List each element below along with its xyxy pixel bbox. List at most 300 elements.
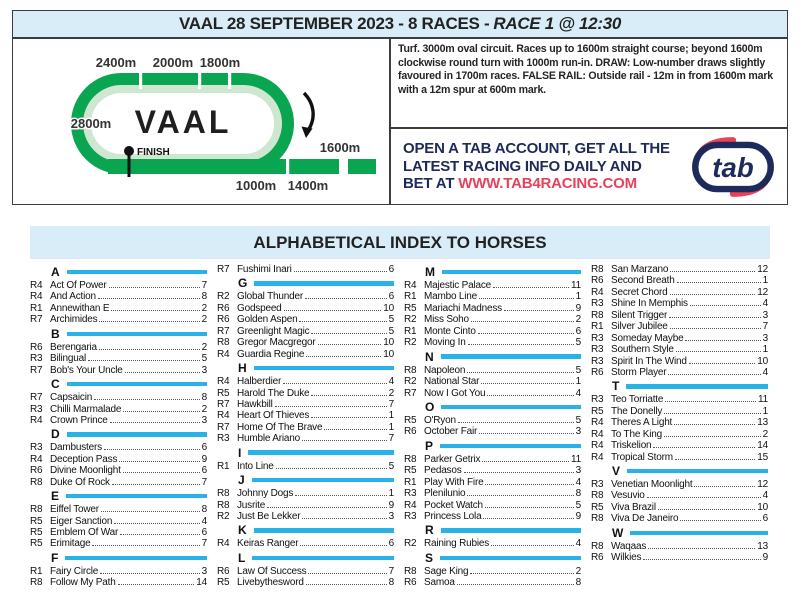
dot-leader <box>470 573 573 574</box>
horse-name: Teo Torriatte <box>611 394 664 406</box>
dot-leader <box>275 406 387 407</box>
race-number: R8 <box>217 499 230 511</box>
dot-leader <box>306 356 381 357</box>
dot-leader <box>493 287 569 288</box>
index-entry <box>591 264 768 275</box>
section-bar <box>66 494 207 499</box>
horse-name: Guardia Regine <box>237 348 305 360</box>
section-bar <box>630 531 768 536</box>
index-entry <box>217 566 394 577</box>
horse-name: Crown Prince <box>50 414 108 426</box>
horse-name: Now I Got You <box>424 387 486 399</box>
tab-ad-panel <box>390 128 788 205</box>
page-number: 6 <box>388 291 394 303</box>
index-entry <box>591 502 768 513</box>
index-entry <box>217 577 394 588</box>
dot-leader <box>112 484 200 485</box>
dot-leader <box>487 395 573 396</box>
dot-leader <box>276 468 387 469</box>
section-letter: V <box>612 464 621 478</box>
page-number: 3 <box>388 511 394 522</box>
dot-leader <box>670 271 755 272</box>
index-entry <box>30 454 207 465</box>
index-entry <box>591 367 768 378</box>
page-number: 6 <box>575 325 581 337</box>
page-number: 6 <box>201 527 207 538</box>
index-entry <box>217 399 394 410</box>
index-entry <box>217 488 394 499</box>
page-number: 6 <box>762 513 768 525</box>
horse-name: Eiger Sanction <box>50 515 113 527</box>
horse-name: Bilingual <box>50 353 87 365</box>
page-number: 1 <box>575 291 581 303</box>
dot-leader <box>300 545 386 546</box>
horse-name: Plenilunio <box>424 488 466 500</box>
index-entry <box>217 349 394 360</box>
page-number: 4 <box>388 376 394 388</box>
race-number: R8 <box>217 337 230 349</box>
dot-leader <box>491 545 574 546</box>
race-number: R8 <box>30 476 43 488</box>
dot-leader <box>267 507 387 508</box>
race-number: R7 <box>30 392 43 404</box>
race-number: R7 <box>217 421 230 433</box>
marker-2400m: 2400m <box>95 55 137 70</box>
dot-leader <box>119 461 199 462</box>
horse-name: Storm Player <box>611 366 667 378</box>
horse-name: Deception Pass <box>50 453 118 465</box>
tab-logo-text: tab <box>712 151 754 183</box>
index-entry <box>591 394 768 405</box>
page-number: 5 <box>575 414 581 426</box>
index-section-header <box>217 550 394 565</box>
marker-2800m: 2800m <box>70 116 112 131</box>
dot-leader <box>647 497 761 498</box>
dot-leader <box>100 573 199 574</box>
page-number: 2 <box>762 428 768 440</box>
track-name: VAAL <box>134 104 232 140</box>
dot-leader <box>311 333 386 334</box>
race-number: R6 <box>404 577 417 589</box>
horse-name: Pocket Watch <box>424 499 483 511</box>
index-entry <box>404 500 581 511</box>
horse-name: Venetian Moonlight <box>611 479 693 490</box>
race-number: R4 <box>30 291 43 303</box>
section-letter: L <box>238 550 246 565</box>
index-entry <box>591 417 768 428</box>
section-bar <box>248 450 394 455</box>
dot-leader <box>674 424 755 425</box>
horse-name: Monte Cinto <box>424 325 476 337</box>
section-letter: J <box>238 473 245 488</box>
race-number: R6 <box>591 366 604 378</box>
race-number: R3 <box>591 355 604 367</box>
horse-name: Second Breath <box>611 275 675 287</box>
dot-leader <box>457 584 574 585</box>
page-number: 4 <box>575 538 581 550</box>
horse-name: Mambo Line <box>424 291 478 303</box>
race-number: R5 <box>217 577 230 589</box>
race-number: R4 <box>591 440 604 452</box>
section-bar <box>440 444 581 449</box>
index-entry <box>30 538 207 549</box>
horse-name: Bob's Your Uncle <box>50 364 123 376</box>
section-letter: M <box>425 265 435 279</box>
page-number: 12 <box>757 286 768 298</box>
marker-1600m: 1600m <box>319 140 361 155</box>
horse-name: Someday Maybe <box>611 332 684 344</box>
horse-name: Gregor Macgregor <box>237 337 316 349</box>
index-entry <box>404 511 581 522</box>
section-letter: T <box>612 379 620 394</box>
race-number: R4 <box>217 376 230 388</box>
page-number: 7 <box>762 321 768 333</box>
race-number: R5 <box>30 538 43 550</box>
dot-leader <box>694 486 755 487</box>
page-number: 1 <box>388 488 394 500</box>
ad-line-3 <box>403 175 683 193</box>
dot-leader <box>101 511 200 512</box>
horse-name: Chilli Marmalade <box>50 403 122 415</box>
index-section-header <box>404 550 581 565</box>
index-entry <box>591 452 768 463</box>
index-section-header <box>404 523 581 538</box>
index-entry <box>591 429 768 440</box>
dot-leader <box>283 383 386 384</box>
dot-leader <box>302 440 387 441</box>
page-number: 7 <box>388 398 394 410</box>
race-number: R3 <box>30 442 43 454</box>
race-number: R6 <box>217 302 230 314</box>
dot-leader <box>658 509 755 510</box>
index-entry <box>30 442 207 453</box>
horse-name: Into Line <box>237 460 274 472</box>
page-title-bar <box>12 10 788 38</box>
race-number: R6 <box>217 314 230 326</box>
index-entry <box>591 287 768 298</box>
dot-leader <box>324 429 386 430</box>
horse-name: Silver Jubilee <box>611 321 668 333</box>
page-number: 6 <box>388 538 394 550</box>
race-number: R7 <box>30 364 43 376</box>
page-number: 15 <box>757 451 768 463</box>
dot-leader <box>123 411 199 412</box>
race-number: R5 <box>217 387 230 399</box>
index-entry <box>404 280 581 291</box>
horse-name: Mariachi Madness <box>424 302 502 314</box>
race-number: R4 <box>404 499 417 511</box>
race-number: R8 <box>591 490 604 502</box>
dot-leader <box>88 360 200 361</box>
horse-name: Just Be Lekker <box>237 511 301 522</box>
race-number: R6 <box>217 565 230 577</box>
page-number: 4 <box>762 298 768 310</box>
dot-leader <box>670 328 761 329</box>
page-number: 3 <box>201 364 207 376</box>
race-number: R8 <box>591 513 604 525</box>
race-number: R5 <box>30 527 43 538</box>
section-letter: E <box>51 489 60 504</box>
page-number: 8 <box>201 291 207 303</box>
section-letter: R <box>425 523 434 538</box>
page-number: 1 <box>762 405 768 417</box>
race-number: R5 <box>30 515 43 527</box>
index-entry <box>30 280 207 291</box>
dot-leader <box>305 298 387 299</box>
ad-url: WWW.TAB4RACING.COM <box>458 175 637 193</box>
index-entry <box>217 410 394 421</box>
index-entry <box>217 337 394 348</box>
race-number: R1 <box>404 325 417 337</box>
page-number: 8 <box>201 504 207 516</box>
horse-name: Triskelion <box>611 440 652 452</box>
dot-leader <box>677 282 761 283</box>
index-entry <box>30 314 207 325</box>
dot-leader <box>670 294 756 295</box>
page-number: 1 <box>762 344 768 356</box>
index-entry <box>404 326 581 337</box>
horse-name: Heart Of Thieves <box>237 410 310 422</box>
race-number: R4 <box>30 414 43 426</box>
horse-name: National Star <box>424 376 480 388</box>
page-number: 13 <box>757 540 768 552</box>
track-diagram-panel <box>12 38 390 205</box>
page-number: 3 <box>201 414 207 426</box>
section-letter: C <box>51 377 60 392</box>
track-map <box>13 39 391 203</box>
horse-name: Sage King <box>424 565 469 577</box>
index-entry <box>217 303 394 314</box>
dot-leader <box>689 363 756 364</box>
index-section-header <box>30 267 207 277</box>
horse-name: Emblem Of War <box>50 527 119 538</box>
index-section-header <box>591 379 768 394</box>
horse-name: Law Of Success <box>237 565 307 577</box>
race-number: R8 <box>591 540 604 552</box>
section-letter: B <box>51 326 60 341</box>
index-entry <box>30 353 207 364</box>
index-section-header <box>30 550 207 565</box>
page-number: 2 <box>388 387 394 399</box>
horse-name: Vesuvio <box>611 490 645 502</box>
page-number: 6 <box>201 442 207 454</box>
home-straight <box>108 159 339 174</box>
race-number: R3 <box>591 298 604 310</box>
page-number: 8 <box>575 488 581 500</box>
dot-leader <box>482 461 569 462</box>
page-number: 6 <box>201 465 207 477</box>
index-section-header <box>30 489 207 504</box>
race-number: R4 <box>591 451 604 463</box>
index-entry <box>217 314 394 325</box>
horse-name: Napoleon <box>424 364 466 376</box>
tab-logo-icon <box>687 136 779 198</box>
race-number: R1 <box>404 476 417 488</box>
index-entry <box>591 479 768 490</box>
race-number: R8 <box>30 504 43 516</box>
horse-name: Viva Brazil <box>611 501 656 513</box>
index-entry <box>591 513 768 524</box>
horse-name: Fushimi Inari <box>237 264 292 275</box>
dot-leader <box>648 548 755 549</box>
page-number: 10 <box>757 501 768 513</box>
race-number: R5 <box>404 302 417 314</box>
page-number: 11 <box>758 394 768 406</box>
dot-leader <box>311 395 386 396</box>
dot-leader <box>676 351 761 352</box>
page-number: 10 <box>383 348 394 360</box>
race-number: R2 <box>404 538 417 550</box>
race-number: R4 <box>30 280 43 291</box>
index-section-header <box>217 445 394 460</box>
dot-leader <box>479 433 573 434</box>
horse-name: Hawkbill <box>237 398 273 410</box>
index-section-header <box>591 466 768 476</box>
index-entry <box>591 490 768 501</box>
horse-name: Moving In <box>424 337 466 349</box>
dot-leader <box>464 472 574 473</box>
horse-name: Erimitage <box>50 538 91 550</box>
page-number: 12 <box>757 479 768 490</box>
race-number: R6 <box>30 341 43 353</box>
page-number: 10 <box>383 302 394 314</box>
horse-name: Harold The Duke <box>237 387 310 399</box>
race-number: R3 <box>30 403 43 415</box>
index-entry <box>217 500 394 511</box>
index-entry <box>591 344 768 355</box>
horse-name: Fairy Circle <box>50 565 99 577</box>
dot-leader <box>125 372 200 373</box>
index-entry <box>30 404 207 415</box>
index-entry <box>30 577 207 588</box>
dot-leader <box>318 344 382 345</box>
dot-leader <box>478 333 574 334</box>
page-number: 7 <box>201 476 207 488</box>
dot-leader <box>481 383 573 384</box>
page-number: 5 <box>388 325 394 337</box>
race-number: R4 <box>217 410 230 422</box>
index-entry <box>404 291 581 302</box>
dot-leader <box>111 310 199 311</box>
page-number: 10 <box>757 355 768 367</box>
index-column <box>591 264 768 589</box>
page-number: 3 <box>575 426 581 438</box>
page-number: 1 <box>575 376 581 388</box>
page-number: 5 <box>388 314 394 326</box>
page-number: 3 <box>762 332 768 344</box>
page-number: 5 <box>201 353 207 365</box>
race-number: R3 <box>30 353 43 365</box>
section-letter: H <box>238 361 247 376</box>
index-entry <box>404 577 581 588</box>
race-number: R3 <box>404 511 417 522</box>
dot-leader <box>120 534 199 535</box>
dot-leader <box>284 310 382 311</box>
page-number: 13 <box>757 417 768 429</box>
index-entry <box>30 504 207 515</box>
dot-leader <box>664 413 760 414</box>
page-number: 4 <box>762 366 768 378</box>
ad-text <box>403 140 683 193</box>
race-number: R7 <box>404 387 417 399</box>
horse-name: Secret Chord <box>611 286 668 298</box>
index-entry <box>591 541 768 552</box>
horse-name: And Action <box>50 291 96 303</box>
race-number: R3 <box>591 479 604 490</box>
race-number: R6 <box>30 465 43 477</box>
index-entry <box>30 365 207 376</box>
dot-leader <box>302 518 386 519</box>
race-number: R3 <box>217 433 230 445</box>
finish-label: FINISH <box>137 147 170 158</box>
page-number: 2 <box>575 314 581 326</box>
section-bar <box>441 528 581 533</box>
race-number: R8 <box>404 364 417 376</box>
section-bar <box>627 469 768 474</box>
page-number: 12 <box>757 264 768 275</box>
dot-leader <box>664 436 761 437</box>
page-number: 2 <box>201 302 207 314</box>
index-section-header <box>217 276 394 291</box>
marker-1000m: 1000m <box>235 178 277 193</box>
index-section-header <box>30 427 207 442</box>
section-bar <box>67 432 207 437</box>
horse-name: Keiras Ranger <box>237 538 299 550</box>
dot-leader <box>690 305 761 306</box>
horse-name: San Marzano <box>611 264 669 275</box>
index-column <box>217 264 394 589</box>
index-column <box>30 264 207 589</box>
index-entry <box>217 538 394 549</box>
horse-name: The Donelly <box>611 405 663 417</box>
race-number: R2 <box>217 291 230 303</box>
race-number: R7 <box>217 264 230 275</box>
race-time-title: RACE 1 @ 12:30 <box>493 14 622 33</box>
index-section-header <box>404 438 581 453</box>
section-letter: D <box>51 427 60 442</box>
index-entry <box>591 440 768 451</box>
index-section-header <box>217 523 394 538</box>
race-number: R4 <box>591 428 604 440</box>
race-number: R1 <box>591 321 604 333</box>
index-entry <box>217 388 394 399</box>
horse-name: O'Ryon <box>424 414 456 426</box>
section-bar <box>441 354 581 359</box>
index-section-header <box>591 525 768 540</box>
race-number: R4 <box>217 538 230 550</box>
horse-name: Parker Getrix <box>424 453 481 465</box>
index-entry <box>30 291 207 302</box>
dot-leader <box>685 340 760 341</box>
index-entry <box>404 376 581 387</box>
page-number: 10 <box>383 337 394 349</box>
dot-leader <box>479 298 574 299</box>
horse-name: Humble Ariano <box>237 433 300 445</box>
horse-name: Livebythesword <box>237 577 304 589</box>
index-column <box>404 264 581 589</box>
page-number: 2 <box>201 314 207 326</box>
page-number: 4 <box>201 515 207 527</box>
race-number: R2 <box>404 314 417 326</box>
race-number: R1 <box>30 302 43 314</box>
horse-name: Theres A Light <box>611 417 673 429</box>
horse-name: Silent Trigger <box>611 309 668 321</box>
page-number: 7 <box>388 565 394 577</box>
race-number: R3 <box>404 488 417 500</box>
horse-index <box>30 264 770 589</box>
index-entry <box>591 275 768 286</box>
race-number: R3 <box>591 332 604 344</box>
